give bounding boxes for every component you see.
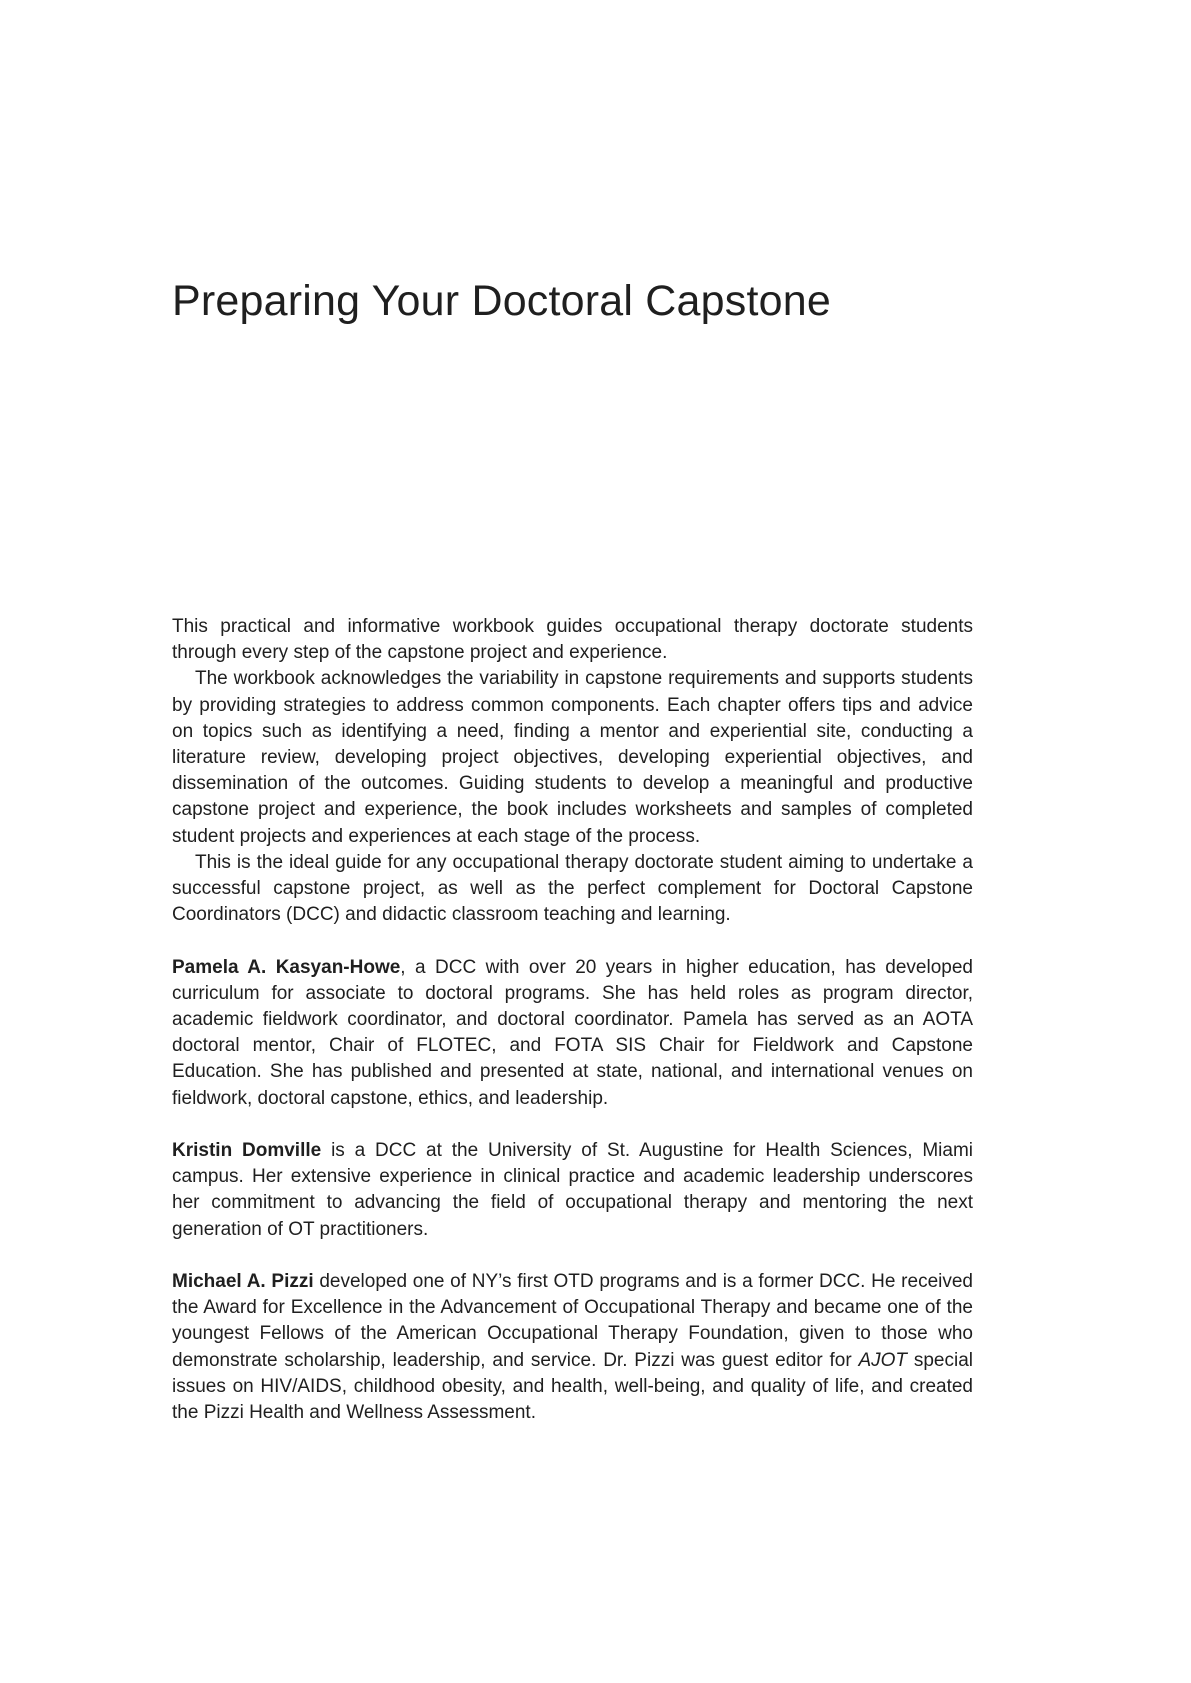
back-cover-text <box>172 614 973 1426</box>
description-paragraph-3: This is the ideal guide for any occupational therapy doctorate student aiming to undertake a successful capstone project, as well as the perfect complement for Doctoral Capstone Coordinators (DCC) and didactic classroom teaching and learning. <box>172 851 973 926</box>
author-name: Pamela A. Kasyan-Howe <box>172 956 401 978</box>
description-paragraph-1: This practical and informative workbook guides occupational therapy doctorate students through every step of the capstone project and experience. <box>172 616 973 664</box>
author-bio-pizzi <box>172 1269 973 1426</box>
author-bio-text-continued: special issues on HIV/AIDS, childhood obesity, and health, well-being, and quality of life, and created the Pizzi Health and Wellness Assessment. <box>172 1349 973 1424</box>
journal-name: AJOT <box>858 1349 908 1371</box>
author-bio-text: developed one of NY’s first OTD programs and is a former DCC. He received the Award for Excellence in the Advancement of Occupational Therapy and became one of the youngest Fellows of the American Occupational Therapy Foundation, given to those who demonstrate scholarship, leadership, and service. Dr. Pizzi was guest editor for <box>172 1271 973 1371</box>
book-title: Preparing Your Doctoral Capstone <box>172 277 831 325</box>
author-bio-kasyan-howe <box>172 955 973 1112</box>
author-bio-text: , a DCC with over 20 years in higher education, has developed curriculum for associate to doctoral programs. She has held roles as program director, academic fieldwork coordinator, and doctoral coordinator. Pamela has served as an AOTA doctoral mentor, Chair of FLOTEC, and FOTA SIS Chair for Fieldwork and Capstone Education. She has published and presented at state, national, and international venues on fieldwork, doctoral capstone, ethics, and leadership. <box>172 956 973 1109</box>
description-paragraph-2: The workbook acknowledges the variability in capstone requirements and supports students by providing strategies to address common components. Each chapter offers tips and advice on topics such as identifying a need, finding a mentor and experiential site, conducting a literature review, developing project objectives, developing experiential objectives, and dissemination of the outcomes. Guiding students to develop a meaningful and productive capstone project and experience, the book includes worksheets and samples of completed student projects and experiences at each stage of the process. <box>172 668 973 847</box>
author-name: Michael A. Pizzi <box>172 1271 314 1293</box>
author-bio-text: is a DCC at the University of St. Augustine for Health Sciences, Miami campus. Her extensive experience in clinical practice and academic leadership underscores her commitment to advancing the field of occupational therapy and mentoring the next generation of OT practitioners. <box>172 1140 973 1240</box>
author-name: Kristin Domville <box>172 1140 322 1162</box>
author-bio-domville <box>172 1138 973 1243</box>
